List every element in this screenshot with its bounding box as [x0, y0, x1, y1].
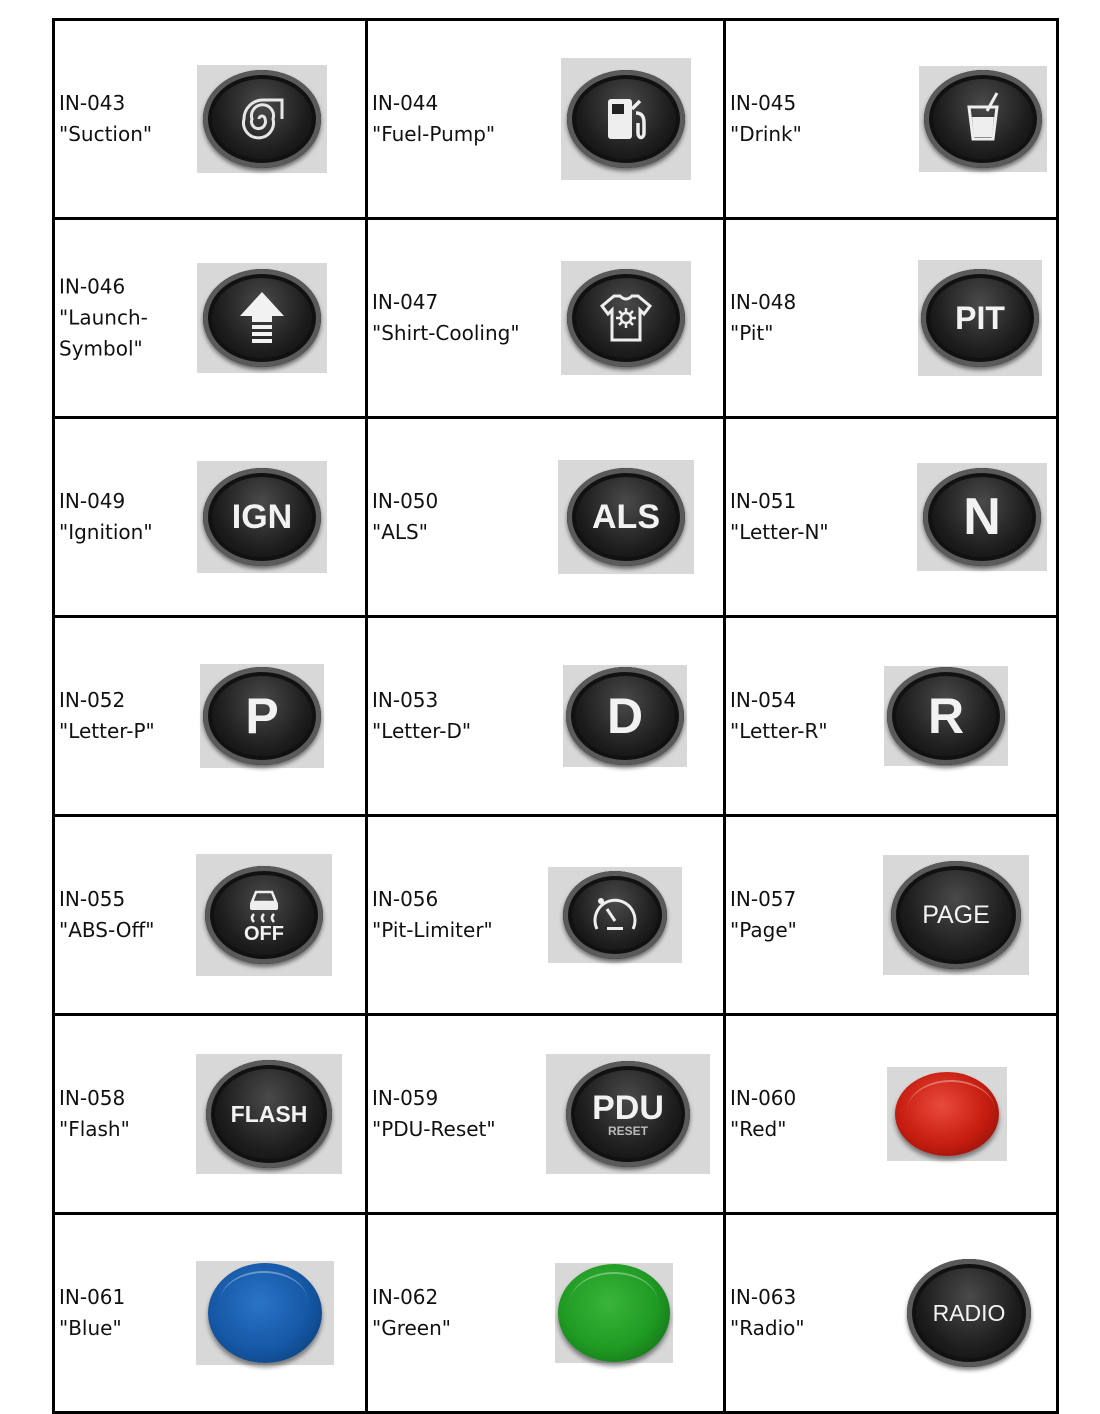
catalog-cell: [54, 1214, 367, 1413]
pdu-reset-button-image: [546, 1054, 710, 1174]
radio-button-image: [902, 1254, 1036, 1372]
drink-cup-icon: [924, 70, 1042, 168]
item-label: IN-062 "Green": [372, 1285, 451, 1340]
catalog-cell: [367, 617, 725, 816]
button-text: P: [245, 688, 279, 744]
catalog-cell: [367, 1214, 725, 1413]
catalog-cell: [54, 20, 367, 219]
catalog-cell: [367, 20, 725, 219]
button-text: OFF: [244, 923, 284, 945]
page-button-image: [883, 855, 1029, 975]
flash-button-image: [196, 1054, 342, 1174]
pit-button: [921, 269, 1039, 367]
item-label: IN-048 "Pit": [730, 290, 797, 345]
blue-button-image: [196, 1261, 334, 1365]
item-label: IN-046 "Launch- Symbol": [59, 274, 148, 361]
suction-button-image: [197, 65, 327, 173]
letter-r-button-image: [884, 666, 1008, 766]
table-row: [54, 816, 1058, 1015]
pdu-reset-button: [566, 1061, 690, 1167]
green-button-image: [555, 1263, 673, 1363]
catalog-cell: [54, 418, 367, 617]
catalog-cell: [725, 1214, 1058, 1413]
item-label: IN-050 "ALS": [372, 489, 439, 544]
catalog-cell: [54, 816, 367, 1015]
item-label: IN-059 "PDU-Reset": [372, 1086, 496, 1141]
letter-d-button-image: [563, 665, 687, 767]
item-label: IN-056 "Pit-Limiter": [372, 887, 493, 942]
catalog-cell: [725, 1015, 1058, 1214]
ignition-button: [203, 468, 321, 566]
catalog-cell: [367, 1015, 725, 1214]
catalog-cell: [54, 1015, 367, 1214]
button-text: PDU: [592, 1089, 664, 1127]
abs-off-button-image: [196, 854, 332, 976]
red-button-image: [887, 1067, 1007, 1161]
flash-button: [206, 1060, 332, 1168]
letter-n-button: [923, 468, 1041, 566]
skidding-car-icon: [242, 886, 286, 926]
green-button: [558, 1264, 670, 1362]
item-label: IN-063 "Radio": [730, 1285, 805, 1340]
als-button: [567, 468, 685, 566]
item-label: IN-060 "Red": [730, 1086, 797, 1141]
button-text: ALS: [592, 498, 660, 536]
radio-button: [907, 1259, 1031, 1367]
button-text: RADIO: [932, 1299, 1006, 1326]
letter-p-button-image: [200, 664, 324, 768]
catalog-cell: [367, 816, 725, 1015]
launch-arrow-icon: [203, 269, 321, 367]
button-text: N: [963, 488, 1001, 546]
catalog-cell: [725, 617, 1058, 816]
table-row: [54, 1214, 1058, 1413]
shirt-cooling-button-image: [561, 261, 691, 375]
item-label: IN-054 "Letter-R": [730, 688, 828, 743]
catalog-cell: [367, 219, 725, 418]
fuel-pump-button-image: [561, 58, 691, 180]
drink-button-image: [919, 66, 1047, 172]
pit-button-image: [918, 260, 1042, 376]
item-label: IN-051 "Letter-N": [730, 489, 829, 544]
ignition-button-image: [197, 461, 327, 573]
abs-off-button: [205, 866, 323, 964]
table-row: [54, 617, 1058, 816]
button-text: D: [606, 688, 644, 744]
table-row: [54, 418, 1058, 617]
speed-limiter-gauge-icon: [563, 871, 667, 959]
item-label: IN-045 "Drink": [730, 91, 802, 146]
button-text: R: [927, 688, 965, 744]
catalog-cell: [54, 617, 367, 816]
fuel-pump-icon: [567, 70, 685, 168]
item-label: IN-053 "Letter-D": [372, 688, 472, 743]
item-label: IN-043 "Suction": [59, 91, 153, 146]
als-button-image: [558, 460, 694, 574]
catalog-cell: [725, 816, 1058, 1015]
table-row: [54, 20, 1058, 219]
pit-limiter-button-image: [548, 867, 682, 963]
letter-n-button-image: [917, 463, 1047, 571]
item-label: IN-052 "Letter-P": [59, 688, 155, 743]
letter-p-button: [203, 667, 321, 765]
button-text: FLASH: [230, 1100, 308, 1127]
catalog-cell: [725, 219, 1058, 418]
letter-d-button: [566, 667, 684, 765]
button-text: IGN: [231, 498, 293, 536]
shirt-cooling-icon: [567, 269, 685, 367]
table-row: [54, 219, 1058, 418]
button-subtext: RESET: [607, 1124, 648, 1138]
button-catalog-table: [52, 18, 1059, 1414]
item-label: IN-044 "Fuel-Pump": [372, 91, 496, 146]
item-label: IN-047 "Shirt-Cooling": [372, 290, 520, 345]
page-button: [891, 861, 1021, 969]
catalog-cell: [54, 219, 367, 418]
item-label: IN-055 "ABS-Off": [59, 887, 155, 942]
catalog-cell: [367, 418, 725, 617]
item-label: IN-057 "Page": [730, 887, 797, 942]
item-label: IN-049 "Ignition": [59, 489, 153, 544]
letter-r-button: [887, 667, 1005, 765]
button-text: PIT: [955, 300, 1005, 336]
catalog-cell: [725, 20, 1058, 219]
blue-button: [208, 1263, 322, 1363]
table-row: [54, 1015, 1058, 1214]
suction-spiral-icon: [203, 70, 321, 168]
launch-button-image: [197, 263, 327, 373]
red-button: [895, 1072, 999, 1156]
item-label: IN-058 "Flash": [59, 1086, 130, 1141]
catalog-cell: [725, 418, 1058, 617]
item-label: IN-061 "Blue": [59, 1285, 126, 1340]
button-text: PAGE: [922, 900, 990, 929]
